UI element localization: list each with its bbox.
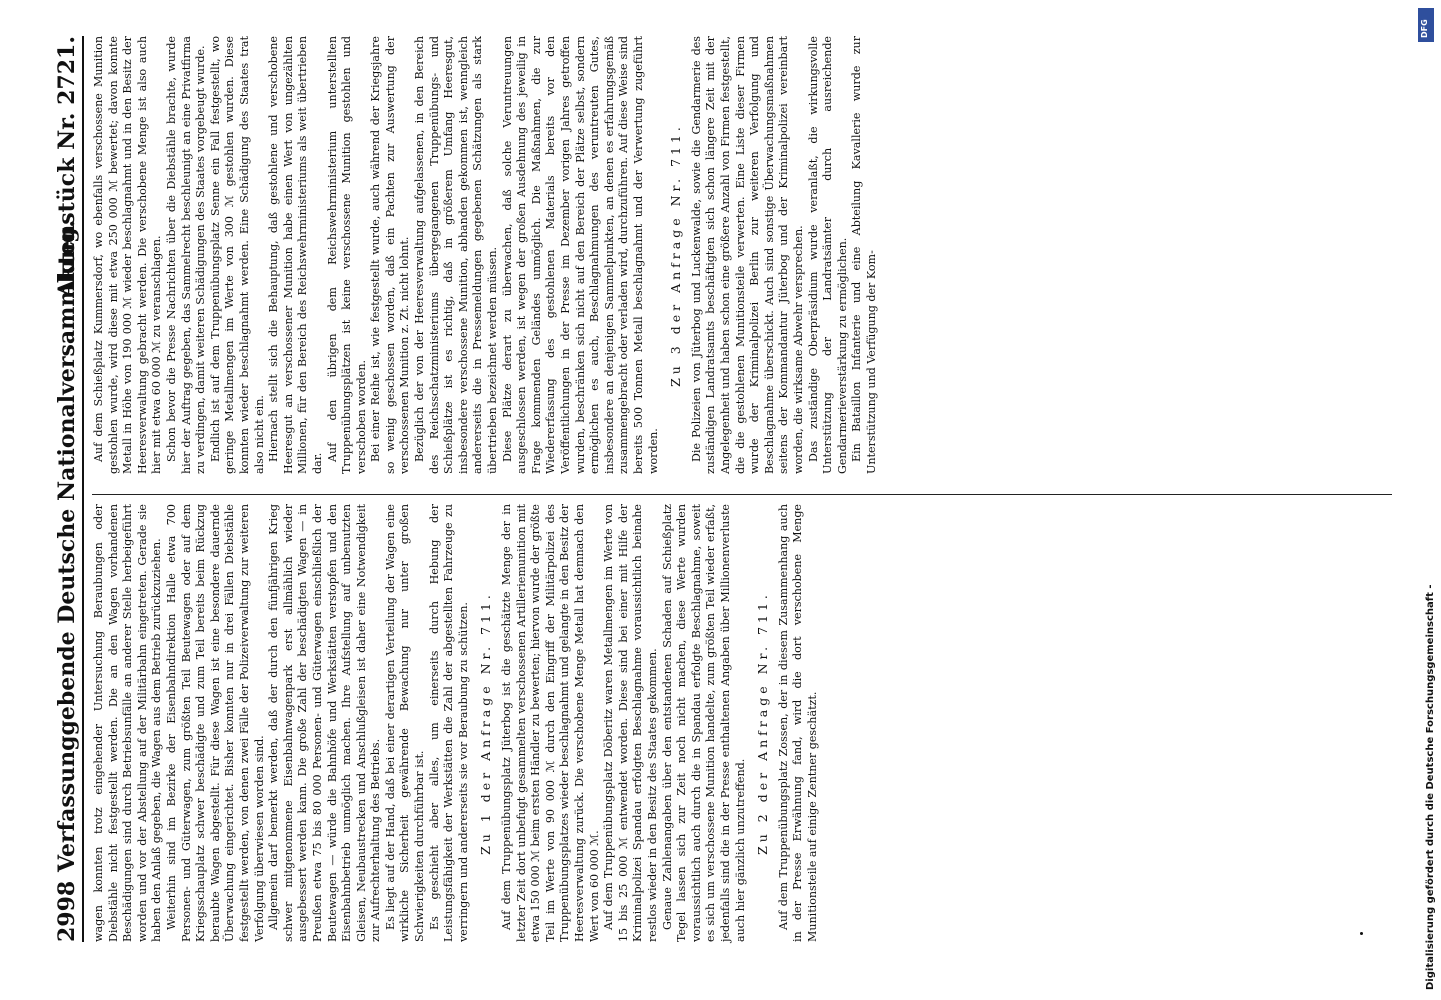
credit-text: Digitalisierung gefördert durch die Deutsche Forschungsgemeinschaft - [1425,584,1436,990]
dfg-logo [1418,8,1434,42]
paragraph: Bezüglich der von der Heeresverwaltung aufgelassenen, in den Bereich des Reichsschatzministeriums übergegangenen Truppenübungs- und Schießplätze ist es richtig, daß in größerem Umfang Heeresgut, insbesondere verschossene Munition, abhanden gekommen ist, wenngleich andererseits die in Pressemeldungen gegebenen Schätzungen als stark übertrieben bezeichnet werden müssen. [413,36,500,474]
paragraph: Ein Bataillon Infanterie und eine Abteilung Kavallerie wurde zur Unterstützung und Verfügung der Kom- [850,36,878,474]
paragraph: Auf dem Truppenübungsplatz Jüterbog ist die geschätzte Menge der in letzter Zeit dort unbefugt gesammelten verschossenen Artilleriemunition mit etwa 150 000 ℳ beim ersten Händler zu bewerten; hiervon wurde der größte Teil im Werte von 90 000 ℳ durch den Eingriff der Militärpolizei des Truppenübungsplatzes wieder beschlagnahmt und gelangte in den Besitz der Heeresverwaltung zurück. Die verschobene Menge Metall hat demnach den Wert von 60 000 ℳ. [500,504,601,942]
paragraph: Die Polizeien von Jüterbog und Luckenwalde, sowie die Gendarmerie des zuständigen Landratsamts beschäftigten sich schon längere Zeit mit der Angelegenheit und haben schon eine größere Anzahl von Firmen festgestellt, die die gestohlenen Munitionsteile verwerten. Eine Liste dieser Firmen wurde der Kriminalpolizei Berlin zur weiteren Verfolgung und Beschlagnahme überschickt. Auch sind sonstige Überwachungsmaßnahmen seitens der Kommandantur Jüterbog und der Kriminalpolizei vereinbart worden, die wirksame Abwehr versprechen. [689,36,805,474]
section-heading: Zu 1 der Anfrage Nr. 711. [478,591,494,855]
paragraph: Auf dem Truppenübungsplatz Zossen, der in diesem Zusammenhang auch in der Presse Erwähnung fand, wird die dort verschobene Menge Munitionsteile auf einige Zentner geschätzt. [776,504,819,942]
paragraph: Weiterhin sind im Bezirke der Eisenbahndirektion Halle etwa 700 Personen- und Güterwagen, zum größten Teil Beutewagen oder auf dem Kriegsschauplatz schwer beschädigte und zum Teil bereits beim Rückzug beraubte Wagen abgestellt. Für diese Wagen ist eine besondere dauernde Überwachung eingerichtet. Bisher konnten nur in drei Fällen Diebstähle festgestellt werden, von denen zwei Fälle der Polizeiverwaltung zur weiteren Verfolgung überwiesen worden sind. [164,504,266,942]
section-heading: Zu 3 der Anfrage Nr. 711. [668,123,684,387]
paragraph: Schon bevor die Presse Nachrichten über die Diebstähle brachte, wurde hier der Auftrag gegeben, das Sammelrecht beschleunigt an eine Privatfirma zu verdingen, damit weiteren Schädigungen des Staates vorgebeugt wurde. [164,36,208,474]
paragraph: Bei einer Reihe ist, wie festgestellt wurde, auch während der Kriegsjahre so wenig geschossen worden, daß ein Pachten zur Auswertung der verschossenen Munition z. Zt. nicht lohnt. [369,36,412,474]
paragraph: Genaue Zahlenangaben über den entstandenen Schaden auf Schießplatz Tegel lassen sich zur Zeit noch nicht machen, diese Werte wurden voraussichtlich auch durch die in Spandau erfolgte Beschlagnahme, soweit es sich um verschossene Munition handelte, zum größten Teil wieder erfaßt, jedenfalls sind die in der Presse enthaltenen Angaben über Millionenverluste auch hier gänzlich unzutreffend. [660,504,747,942]
paragraph: Endlich ist auf dem Truppenübungsplatz Senne ein Fall festgestellt, wo geringe Metallmengen im Werte von 300 ℳ gestohlen wurden. Diese konnten wieder beschlagnahmt werden. Eine Schädigung des Staates trat also nicht ein. [208,36,266,474]
digitization-credit [1425,0,1441,1000]
paragraph: Das zuständige Oberpräsidium wurde veranlaßt, die wirkungsvolle Unterstützung der Landratsämter durch ausreichende Gendarmerieverstärkung zu ermöglichen. [806,36,849,474]
paragraph: Auf dem Schießplatz Kummersdorf, wo ebenfalls verschossene Munition gestohlen wurde, wird diese mit etwa 250 000 ℳ bewertet; davon konnte Metall in Höhe von 190 000 ℳ wieder beschlagnahmt und in den Besitz der Heeresverwaltung gebracht werden. Die verschobene Menge ist also auch hier mit etwa 60 000 ℳ zu veranschlagen. [92,36,164,474]
page-number: 2998 [54,880,80,942]
paragraph: Allgemein darf bemerkt werden, daß der durch den fünfjährigen Krieg schwer mitgenommene Eisenbahnwagenpark erst allmählich wieder ausgebessert werden kann. Die große Zahl der beschädigten Wagen — in Preußen etwa 75 bis 80 000 Personen- und Güterwagen einschließlich der Beutewagen — würde die Bahnhöfe und Werkstätten verstopfen und den Eisenbahnbetrieb unmöglich machen. Ihre Aufstellung auf unbenutzten Gleisen, Neubaustrecken und Anschlußgleisen ist daher eine Notwendigkeit zur Aufrechterhaltung des Betriebs. [267,504,383,942]
paragraph: Auf den übrigen dem Reichswehrministerium unterstellten Truppenübungsplätzen ist keine verschossene Munition gestohlen und verschoben worden. [325,36,368,474]
page-header [56,36,84,942]
column-divider [92,494,1392,495]
left-column [92,504,821,942]
paragraph: Hiernach stellt sich die Behauptung, daß gestohlene und verschobene Heeresgut an verschossener Munition habe einen Wert von ungezählten Millionen, für den Bereich des Reichswehrministeriums als weit übertrieben dar. [267,36,324,474]
paragraph: Auf dem Truppenübungsplatz Döberitz waren Metallmengen im Werte von 15 bis 25 000 ℳ entwendet worden. Diese sind bei einer mit Hilfe der Kriminalpolizei Spandau erfolgten Beschlagnahme voraussichtlich beinahe restlos wieder in den Besitz des Staates gekommen. [602,504,659,942]
aktenstueck-label: Aktenstück Nr. 2721. [54,36,80,298]
paragraph: Diese Plätze derart zu überwachen, daß solche Veruntreuungen ausgeschlossen werden, ist wegen der großen Ausdehnung des jeweilig in Frage kommenden Geländes unmöglich. Die Maßnahmen, die zur Wiedererfassung des gestohlenen Materials bereits vor den Veröffentlichungen in der Presse im Dezember vorigen Jahres getroffen wurden, beschränken sich nicht auf den Bereich der Plätze selbst, sondern ermöglichen es auch, Beschlagnahmungen des veruntreuten Gutes, insbesondere an denjenigen Sammelpunkten, an denen es erfahrungsgemäß zusammengebracht oder verladen wird, durchzuführen. Auf diese Weise sind bereits 500 Tonnen Metall beschlagnahmt und der Verwertung zugeführt worden. [500,36,660,474]
paragraph: wagen konnten trotz eingehender Untersuchung Beraubungen oder Diebstähle nicht festgestellt werden. Die an den Wagen vorhandenen Beschädigungen sind durch Betriebsunfälle an anderer Stelle herbeigeführt worden und vor der Abstellung auf der Militärbahn eingetreten. Gerade sie haben den Anlaß gegeben, die Wagen aus dem Betrieb zurückzuziehen. [92,504,164,942]
scan-speck [1360,932,1363,935]
section-heading: Zu 2 der Anfrage Nr. 711. [755,591,771,855]
dfg-logo-text: DFG [1420,19,1429,38]
right-column [92,36,879,474]
publication-title: Verfassunggebende Deutsche Nationalversammlung. [54,219,80,872]
paragraph: Es liegt auf der Hand, daß bei einer derartigen Verteilung der Wagen eine wirkliche Sicherheit gewährende Bewachung nur unter großen Schwierigkeiten durchführbar ist. [383,504,427,942]
paragraph: Es geschieht aber alles, um einerseits durch Hebung der Leistungsfähigkeit der Werkstätten die Zahl der abgestellten Fahrzeuge zu verringern und andererseits sie vor Beraubung zu schützen. [427,504,470,942]
